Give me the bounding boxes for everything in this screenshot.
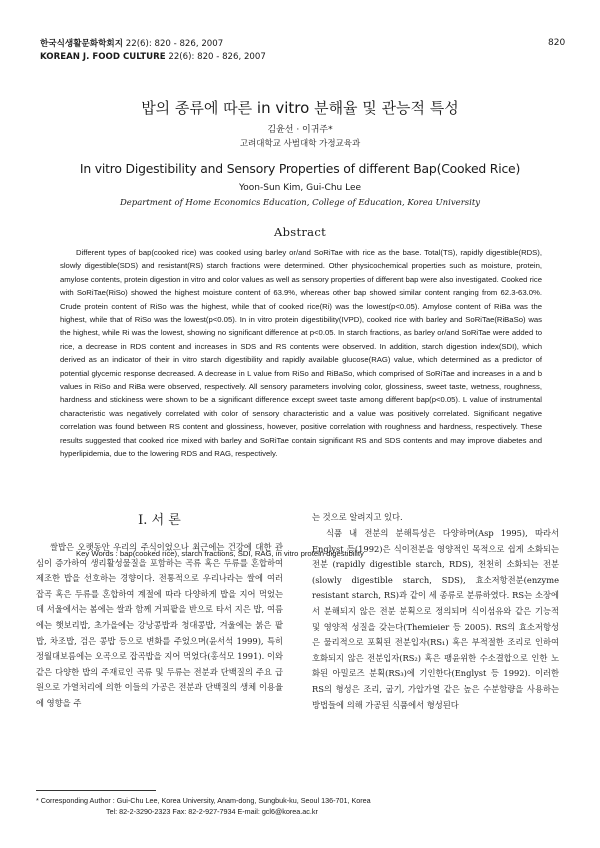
footnote-contact: Tel: 82-2-3290-2323 Fax: 82-2-927-7934 E-mail: gcl6@korea.ac.kr — [106, 807, 318, 816]
journal-citation-en: 22(6): 820 - 826, 2007 — [168, 52, 266, 62]
keywords: Key Words : bap(cooked rice), starch fractions, SDI, RAG, in vitro protein digestibility — [76, 549, 364, 558]
section-heading-introduction: Ⅰ. 서 론 — [138, 513, 181, 528]
abstract-heading: Abstract — [273, 225, 326, 239]
footnote-corresponding: * Corresponding Author : Gui-Chu Lee, Korea University, Anam-dong, Sungbuk-ku, Seoul 136-701, Korea — [36, 796, 371, 805]
right-column-continuation: 는 것으로 알려지고 있다. — [312, 512, 403, 522]
footnote-rule — [36, 790, 156, 791]
title-english: In vitro Digestibility and Sensory Properties of different Bap(Cooked Rice) — [79, 161, 521, 176]
journal-name-en: KOREAN J. FOOD CULTURE — [40, 52, 166, 62]
title-korean: 밥의 종류에 따른 in vitro 분해율 및 관능적 특성 — [141, 99, 459, 117]
right-column-text: 식품 내 전분의 분해특성은 다양하며(Asp 1995), 따라서 Englyst 등(1992)은 식이전분을 영양적인 목적으로 쉽게 소화되는 전분 (rapidly digestible starch, RDS), 천천히 소화되는 전분 (slowly digestible starch, SDS), 효소저항전분(enzyme resistant starch, RS)과 같이 세 종류로 분류하였다. RS는 소장에서 분해되지 않은 전분 분획으로 정의되며 식이섬유와 같은 기능적 및 영양적 성질을 갖는다(Themieier 등 2005). RS의 효소저항성은 물리적으로 포획된 전분입자(RS₁) 혹은 부적절한 조리로 인하여 호화되지 않은 전분입자(RS₂) 혹은 팽윤위한 수소결합으로 인한 노화된 아밀로즈 분획(RS₃)에 기인한다(Englyst 등 1992). 이러한 RS의 형성은 조리, 굽기, 가압가열 같은 높은 수분함량을 사용하는 방법들에 의해 가공된 식품에서 형성된다 — [312, 528, 559, 710]
affiliation-english: Department of Home Economics Education, College of Education, Korea University — [119, 198, 481, 208]
authors-english: Yoon-Sun Kim, Gui-Chu Lee — [238, 183, 362, 193]
left-column-text: 쌀밥은 오랫동안 우리의 주식이었으나 최근에는 건강에 대한 관심이 증가하여 생리활성물질을 포함하는 곡류 혹은 두류를 혼합하여 제조한 밥을 선호하는 경향이다. 전통적으로 우리나라는 쌀에 여러 잡곡 혹은 두류를 혼합하여 계절에 따라 다양하게 밥을 지어 먹었는데 서울에서는 봄에는 쌀과 함께 거피팥을 반으로 타서 지은 밥, 여름에는 햇보리밥, 초가을에는 강낭콩밥과 청대콩밥, 겨울에는 붉은 팥밥, 차조밥, 검은 콩밥 등으로 변화를 주었으며(윤서석 1999), 특히 정월대보름에는 오곡으로 잡곡밥을 지어 먹었다(홍석모 1991). 이와 같은 다양한 밥의 주재료인 곡류 및 두류는 전분과 단백질의 주요 급원으로 가열처리에 의한 이들의 가공은 전분과 단백질의 생체 이용율에 영향을 주 — [36, 542, 283, 708]
authors-korean: 김윤선 · 이귀주* — [267, 125, 333, 135]
affiliation-korean: 고려대학교 사범대학 가정교육과 — [239, 139, 361, 149]
journal-name-ko: 한국식생활문화학회지 — [40, 39, 124, 49]
journal-citation-ko: 22(6): 820 - 826, 2007 — [125, 39, 224, 49]
footnote — [36, 795, 566, 817]
abstract-text: Different types of bap(cooked rice) was cooked using barley or/and SoRiTae with rice as the base. Total(TS), rapidly digestible(RDS), slowly digestible(SDS) and resistant(RS) starch fractions were determined. Other physicochemical properties such as moisture, protein, amylose contents, protein digestion in vitro and color values as well as sensory properties of different bap were also investigated. Cooked rice with SoRiTae(RiSo) showed the highest moisture content of 63.9%, whereas other bap showed similar content ranging from 62.3-63.0%. Crude protein content of RiSo was the highest, while that of cooked rice(Ri) was the lowest(p<0.05). Amylose content of RiBa was the highest, while that of RiSo was the lowest(p<0.05). In in vitro protein digestibility(IVPD), cooked rice with barley and SoRiTae(RiBaSo) was the highest, while Ri was the lowest, showing no significant difference at p<0.05. In starch fractions, as barley or/and SoRiTae were added to rice, a decrease in RDS content and increases in SDS and RS contents were observed. In addition, starch digestion index(SDI), which derived as an indicator of their in vitro starch digestibility and rapidly available glucose(RAG) value, which determined as a predictor of potential glycemic response decreased. A decrease in L value from RiSo and RiBaSo, which comprised of SoRiTae and increases in a and b values in RiSo and RiBa were observed, respectively. All sensory parameters involving color, glossiness, sweet taste, wetness, roughness, hardness and stickiness were shown to be a significant difference except sweet taste among different bap(p<0.05). L value of instrumental characteristic was negatively correlated with color of sensory characteristic and a value was positively correlated. Significant negative correlation was found between RS content and glossiness, however, positive correlation with roughness and hardness, respectively. These results suggested that cooked rice mixed with barley and SoRiTae contain significant RS and SDS contents and may improve diabetes and hyperlipidemia, due to the lowering RDS and RAG, respectively. — [60, 248, 542, 459]
journal-header — [40, 38, 266, 64]
page-number: 820 — [548, 38, 566, 48]
